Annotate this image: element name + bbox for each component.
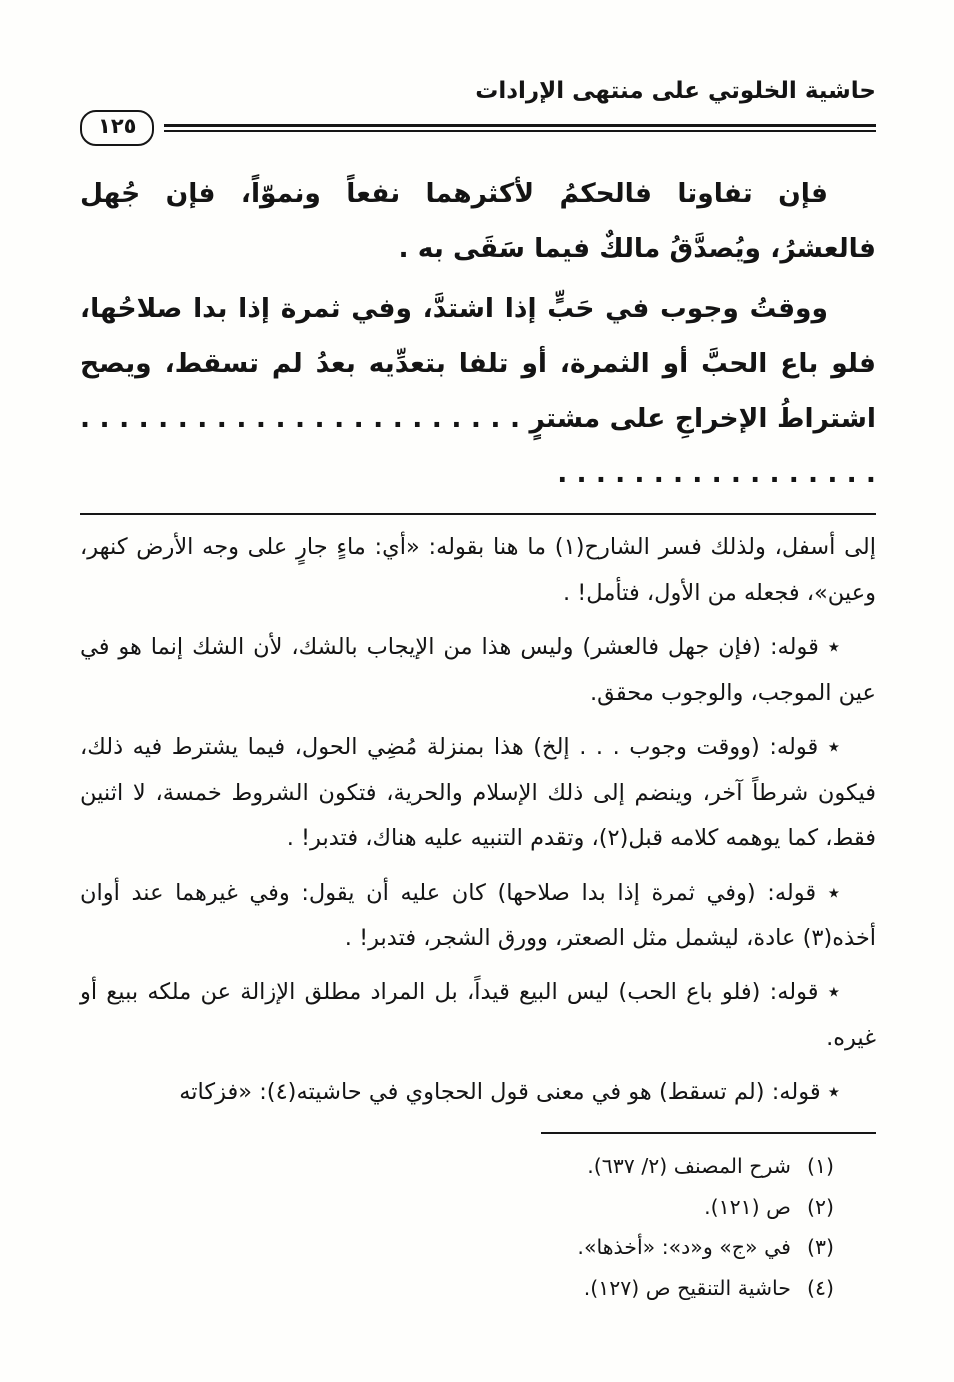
page-number-badge: ١٢٥ [80, 110, 154, 146]
commentary-paragraph: ٭ قوله: (فلو باع الحب) ليس البيع قيداً، بل المراد مطلق الإزالة عن ملكه ببيع أو غيره. [80, 979, 876, 1051]
footnote-item [80, 1227, 876, 1268]
footnote-number: (١) [806, 1154, 834, 1179]
commentary-paragraph: ٭ قوله: (وفي ثمرة إذا بدا صلاحها) كان عليه أن يقول: وفي غيرهما عند أوان أخذه(٣) عادة، ليشمل مثل الصعتر، وورق الشجر، فتدبر! . [80, 879, 876, 951]
commentary-paragraph: ٭ قوله: (فإن جهل فالعشر) وليس هذا من الإيجاب بالشك، لأن الشك إنما هو في عين الموجب، والوجوب محقق. [80, 634, 876, 706]
commentary-paragraph: ٭ قوله: (ووقت وجوب . . . إلخ) هذا بمنزلة مُضِي الحول، فيما يشترط فيه ذلك، فيكون شرطاً آخر، وينضم إلى ذلك الإسلام والحرية، فتكون الشروط خمسة، لا اثنين فقط، كما يوهمه كلامه قبل(٢)، وتقدم التنبيه عليه هناك، فتدبر! . [80, 734, 876, 852]
header-double-rule [164, 124, 876, 132]
footnote-text: شرح المصنف (٢/ ٦٣٧). [587, 1154, 791, 1179]
header-rule-row [80, 110, 876, 146]
matn-paragraph: ووقتُ وجوب في حَبٍّ إذا اشتدَّ، وفي ثمرة إذا بدا صلاحُها، فلو باع الحبَّ أو الثمرة، أو تلفا بتعدِّيه بعدُ لم تسقط، ويصح اشتراطُ الإخراجِ على مشترٍ . . . . . . . . . . . . . . . . . . . . . . . . . . . . . . . . . . . . . . . . [80, 292, 876, 489]
commentary-section [80, 525, 876, 1115]
commentary-paragraph: ٭ قوله: (لم تسقط) هو في معنى قول الحجاوي في حاشيته(٤): «فزكاته [179, 1079, 840, 1106]
footnote-number: (٣) [806, 1235, 834, 1260]
footnote-text: في «ج» و«د»: «أخذها». [577, 1235, 791, 1260]
footnote-text: حاشية التنقيح ص (١٢٧). [583, 1275, 791, 1300]
footnote-number: (٤) [806, 1275, 834, 1300]
footnote-item [80, 1187, 876, 1228]
footnote-rule [541, 1132, 876, 1135]
main-text-section [80, 166, 876, 501]
footnotes-section [80, 1132, 876, 1309]
footnote-text: ص (١٢١). [704, 1194, 791, 1219]
footnote-item [80, 1146, 876, 1187]
matn-paragraph: فإن تفاوتا فالحكمُ لأكثرهما نفعاً ونموّاً، فإن جُهل فالعشرُ، ويُصدَّقُ مالكٌ فيما سَقَى به . [80, 178, 876, 265]
footnote-item [80, 1268, 876, 1309]
page-header [80, 78, 876, 146]
commentary-divider-rule [80, 513, 876, 516]
footnote-number: (٢) [806, 1194, 834, 1219]
commentary-paragraph: إلى أسفل، ولذلك فسر الشارح(١) ما هنا بقوله: «أي: ماءٍ جارٍ على وجه الأرض كنهر، وعين»، فجعله من الأول، فتأمل! . [80, 534, 876, 606]
running-title: حاشية الخلوتي على منتهى الإرادات [475, 78, 876, 104]
